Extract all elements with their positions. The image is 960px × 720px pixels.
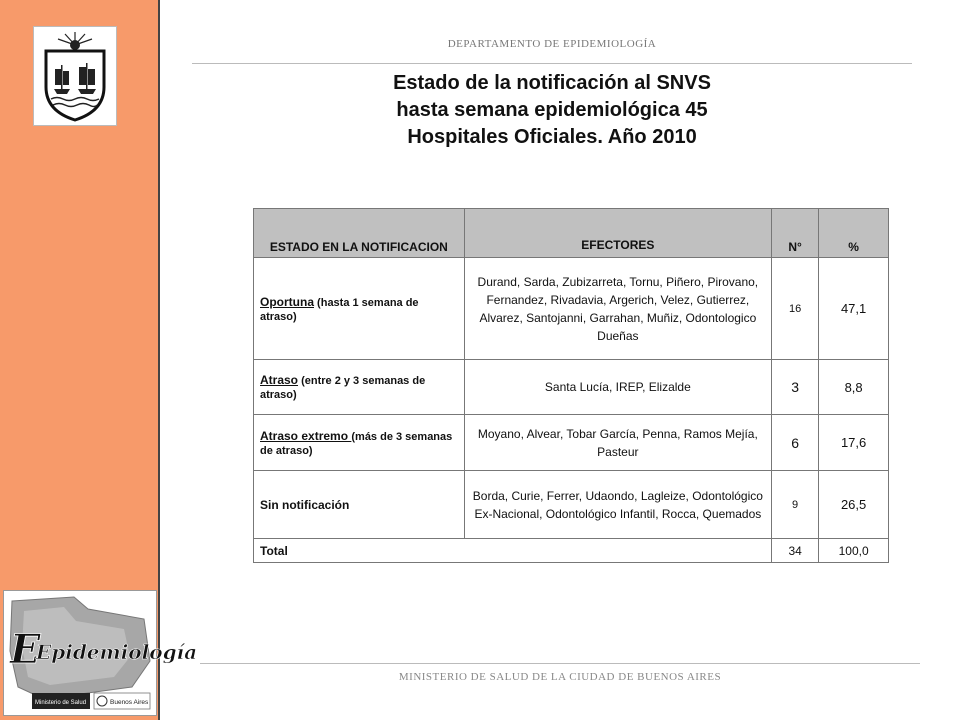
estado-cell [254,415,465,471]
coat-of-arms-icon [34,27,116,125]
estado-label: Atraso extremo [260,428,352,443]
header-divider [192,63,912,64]
svg-text:E: E [10,626,41,673]
estado-label: Oportuna [260,294,314,309]
count-cell: 16 [772,258,819,360]
estado-label: Sin notificación [260,497,350,512]
header-efectores: EFECTORES [464,209,771,258]
header-pct: % [819,209,889,258]
table-row [254,258,889,360]
epidemiologia-map-icon [4,591,198,715]
efectores-cell: Moyano, Alvear, Tobar García, Penna, Ramos Mejía, Pasteur [464,415,771,471]
estado-cell [254,258,465,360]
slide-title [192,70,912,151]
table-total-row [254,539,889,563]
title-line-2: hasta semana epidemiológica 45 [396,99,708,121]
estado-note: (entre 2 y 3 semanas de atraso) [260,375,426,401]
department-name: DEPARTAMENTO DE EPIDEMIOLOGÍA [447,38,657,50]
percent-cell: 8,8 [819,360,889,415]
title-line-1: Estado de la notificación al SNVS [393,72,711,94]
title-line-3: Hospitales Oficiales. Año 2010 [407,126,697,148]
table-row [254,415,889,471]
percent-cell: 47,1 [819,258,889,360]
count-cell: 6 [772,415,819,471]
estado-note: (hasta 1 semana de atraso) [260,296,419,323]
total-percent: 100,0 [819,539,889,563]
count-cell: 3 [772,360,819,415]
estado-cell [254,471,465,539]
ministerio-salud-caption: Ministerio de Salud [35,700,87,706]
estado-label: Atraso [260,373,299,387]
notification-status-table [253,208,889,563]
estado-cell [254,360,465,415]
estado-note: (más de 3 semanas de atraso) [260,430,453,457]
efectores-cell: Santa Lucía, IREP, Elizalde [464,360,771,415]
efectores-cell: Borda, Curie, Ferrer, Udaondo, Lagleize, Odontológico Ex-Nacional, Odontológico Infantil, Rocca, Quemados [464,471,771,539]
ministry-footer: MINISTERIO DE SALUD DE LA CIUDAD DE BUENOS AIRES [398,671,722,683]
table-header-row [254,209,889,258]
epidemiologia-logo [3,590,198,716]
table-row [254,360,889,415]
table-row [254,471,889,539]
count-cell: 9 [772,471,819,539]
footer-divider [200,663,920,664]
epidemiologia-logo-word: Epidemiología [36,640,198,664]
percent-cell: 17,6 [819,415,889,471]
sidebar-panel [0,0,198,720]
header-estado: ESTADO EN LA NOTIFICACION [254,209,465,258]
header-n: N° [772,209,819,258]
total-label: Total [254,539,772,563]
total-count: 34 [772,539,819,563]
buenos-aires-caption: Buenos Aires [110,699,149,706]
efectores-cell: Durand, Sarda, Zubizarreta, Tornu, Piñero, Pirovano, Fernandez, Rivadavia, Argerich, Velez, Gutierrez, Alvarez, Santojanni, Garrahan, Muñiz, Odontologico Dueñas [464,258,771,360]
city-coat-of-arms-logo [33,26,117,126]
percent-cell: 26,5 [819,471,889,539]
